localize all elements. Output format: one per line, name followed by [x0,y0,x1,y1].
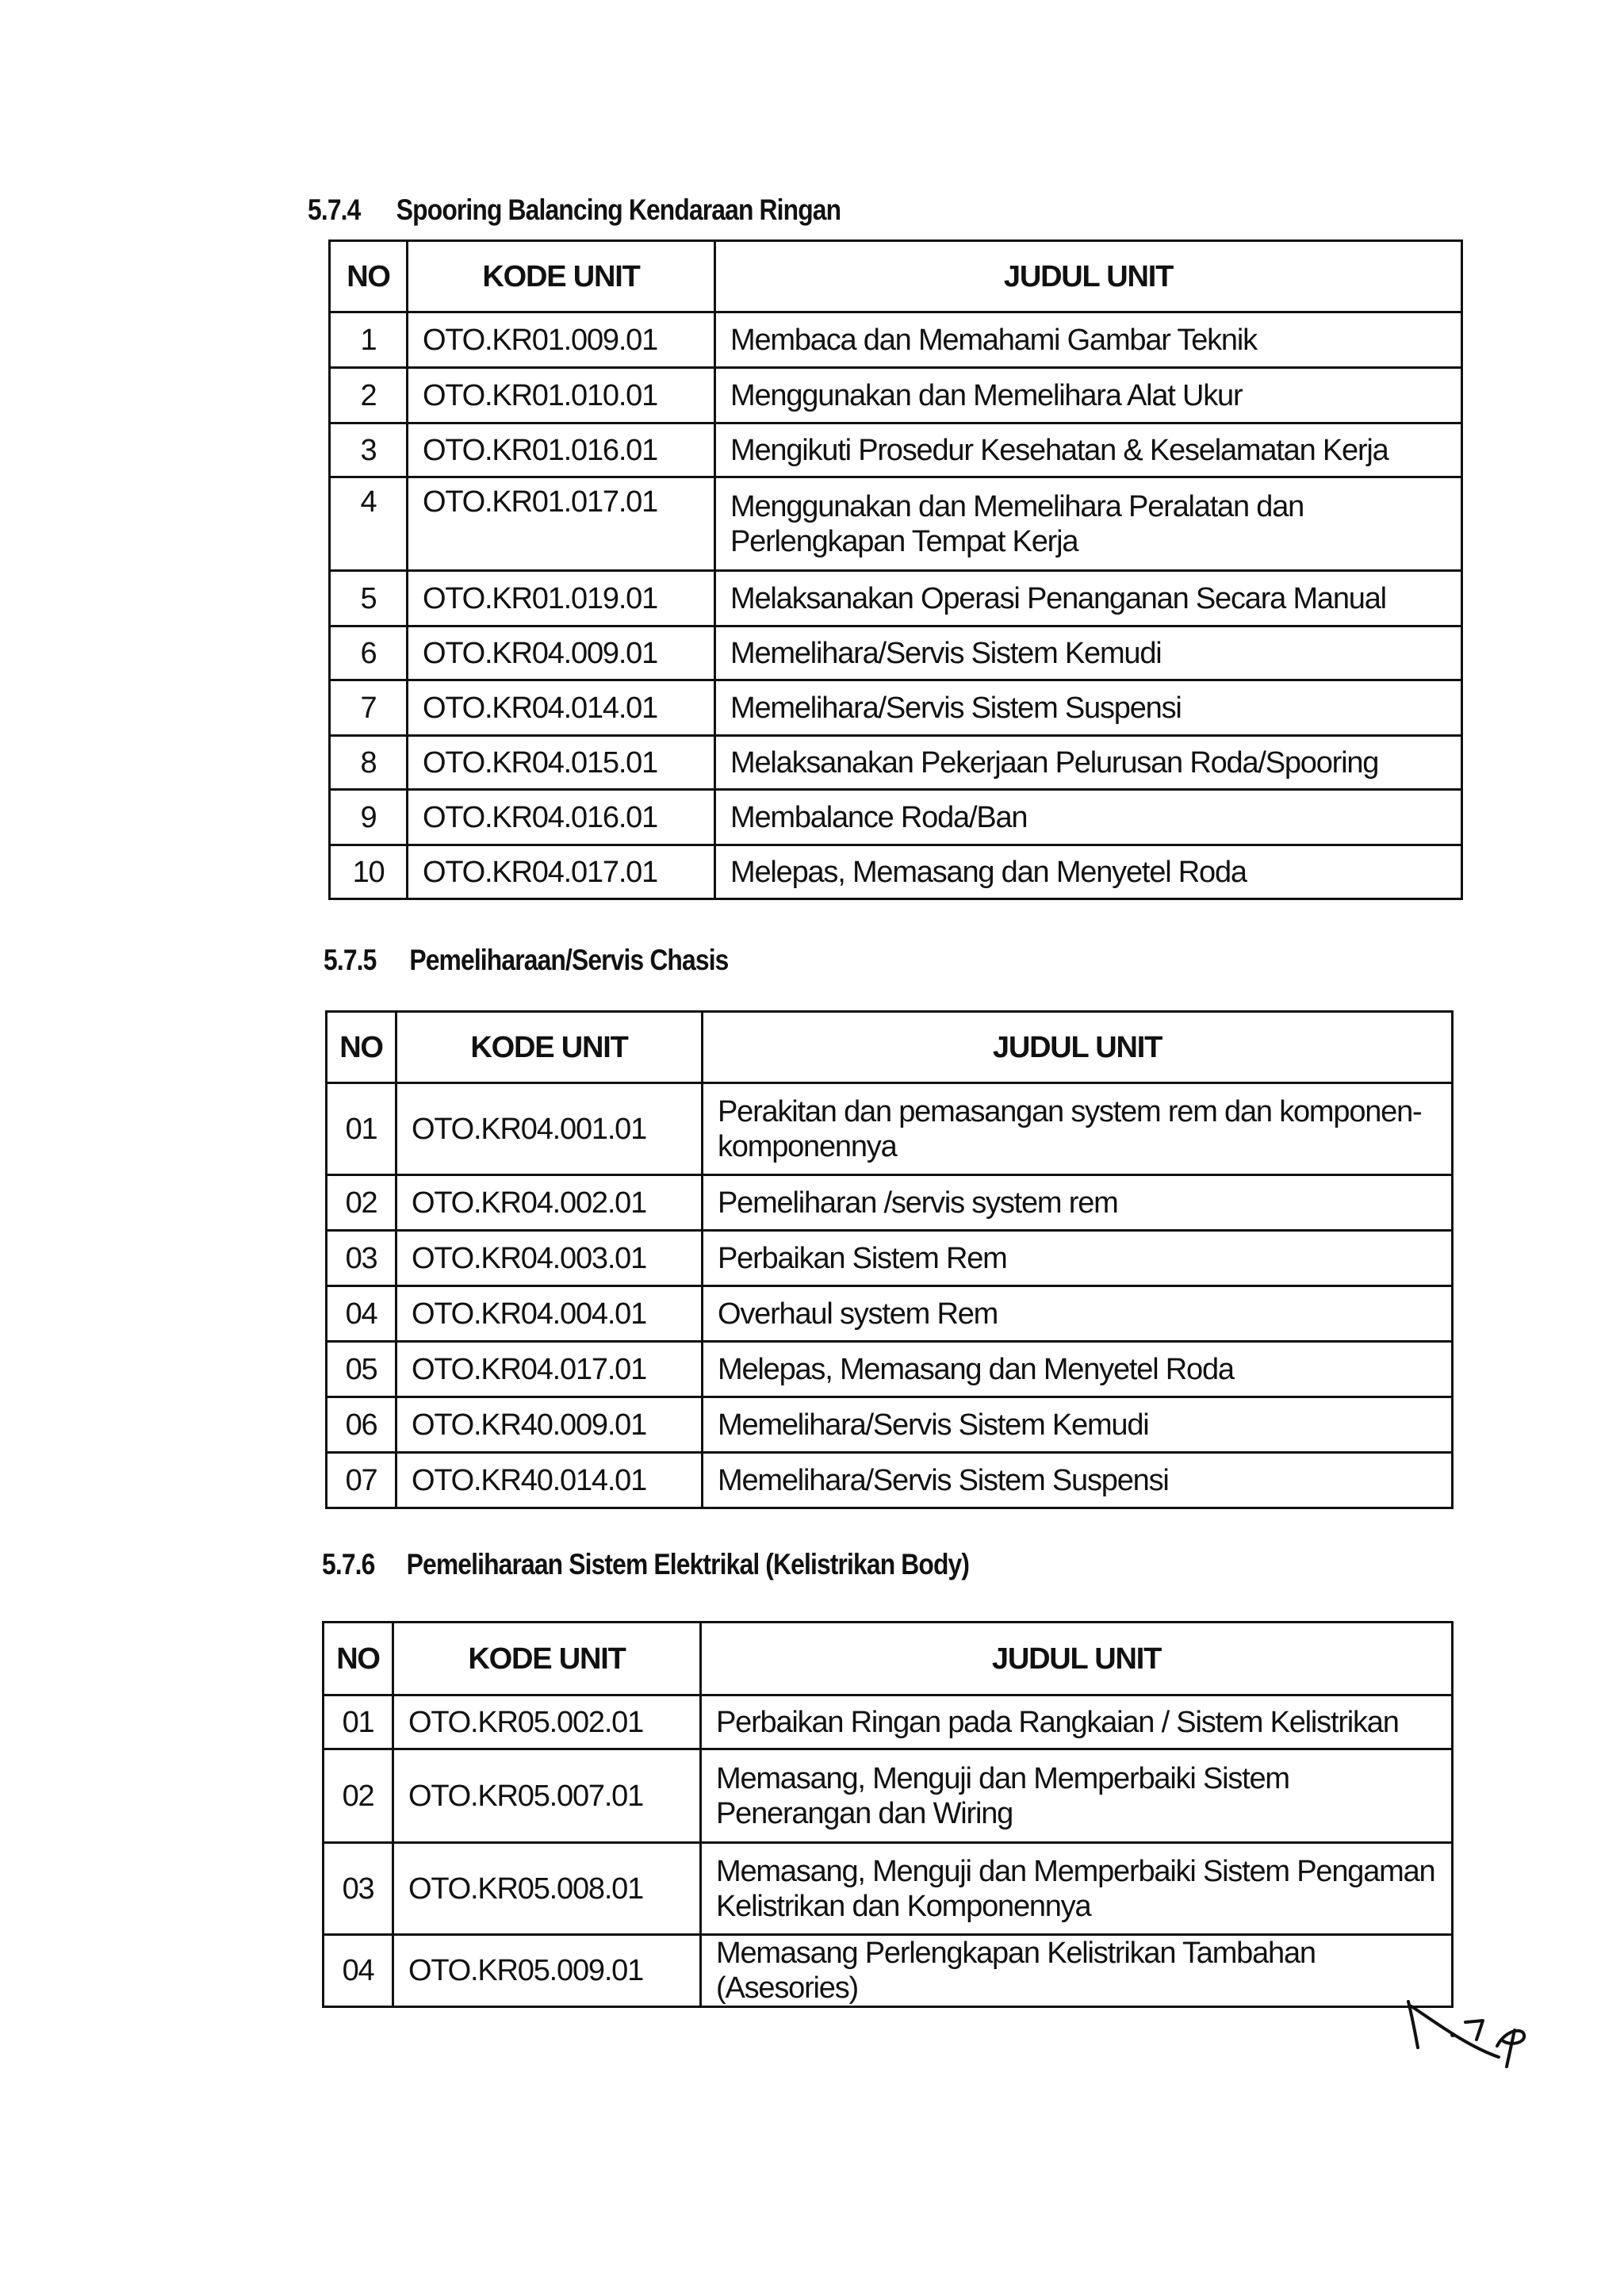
cell-judul: Memasang Perlengkapan Kelistrikan Tambahan (Asesories) [701,1935,1453,2007]
table-header-row [330,241,1462,312]
cell-judul: Memelihara/Servis Sistem Suspensi [715,680,1462,736]
table-row [330,845,1462,899]
table-row [330,571,1462,626]
units-table-5-7-5 [325,1010,1454,1509]
cell-kode: OTO.KR01.017.01 [408,477,715,571]
table-row [330,626,1462,680]
cell-judul: Overhaul system Rem [703,1286,1453,1342]
cell-no: 01 [327,1083,396,1175]
cell-judul: Memelihara/Servis Sistem Kemudi [703,1397,1453,1453]
cell-no: 3 [330,423,408,477]
cell-kode: OTO.KR04.003.01 [396,1231,703,1286]
cell-kode: OTO.KR40.009.01 [396,1397,703,1453]
cell-no: 04 [327,1286,396,1342]
table-row [330,680,1462,736]
cell-kode: OTO.KR04.015.01 [408,736,715,790]
table-row [324,1695,1453,1749]
cell-kode: OTO.KR05.002.01 [393,1695,701,1749]
cell-kode: OTO.KR04.002.01 [396,1175,703,1231]
cell-judul: Melaksanakan Operasi Penanganan Secara Manual [715,571,1462,626]
table-row [324,1843,1453,1935]
header-judul-unit: JUDUL UNIT [715,241,1462,312]
section-number: 5.7.5 [324,944,377,976]
cell-no: 1 [330,312,408,368]
cell-no: 03 [324,1843,393,1935]
section-title: Spooring Balancing Kendaraan Ringan [396,193,841,226]
table-row [327,1453,1453,1508]
cell-no: 04 [324,1935,393,2007]
cell-kode: OTO.KR04.004.01 [396,1286,703,1342]
cell-judul: Memasang, Menguji dan Memperbaiki Sistem Pengaman Kelistrikan dan Komponennya [701,1843,1453,1935]
cell-kode: OTO.KR01.019.01 [408,571,715,626]
header-kode-unit: KODE UNIT [396,1012,703,1083]
cell-judul: Perbaikan Sistem Rem [703,1231,1453,1286]
table-row [330,477,1462,571]
table-header-row [324,1623,1453,1695]
table-row [330,368,1462,423]
section-number: 5.7.4 [308,193,361,226]
cell-kode: OTO.KR05.007.01 [393,1749,701,1843]
table-row [327,1175,1453,1231]
units-table-5-7-6 [322,1621,1454,2008]
cell-kode: OTO.KR04.009.01 [408,626,715,680]
cell-no: 10 [330,845,408,899]
cell-judul: Mengikuti Prosedur Kesehatan & Keselamatan Kerja [715,423,1462,477]
cell-no: 9 [330,790,408,845]
cell-judul: Membaca dan Memahami Gambar Teknik [715,312,1462,368]
cell-judul: Perbaikan Ringan pada Rangkaian / Sistem Kelistrikan [701,1695,1453,1749]
cell-judul: Menggunakan dan Memelihara Peralatan dan Perlengkapan Tempat Kerja [715,477,1462,571]
cell-judul: Melepas, Memasang dan Menyetel Roda [703,1342,1453,1397]
cell-kode: OTO.KR04.017.01 [408,845,715,899]
cell-kode: OTO.KR01.016.01 [408,423,715,477]
table-header-row [327,1012,1453,1083]
header-kode-unit: KODE UNIT [408,241,715,312]
cell-no: 4 [330,477,408,571]
table-row [324,1749,1453,1843]
cell-no: 02 [324,1749,393,1843]
cell-kode: OTO.KR01.009.01 [408,312,715,368]
table-row [330,423,1462,477]
section-heading-5-7-6 [322,1548,969,1581]
table-row [327,1397,1453,1453]
section-heading-5-7-4 [308,193,841,227]
cell-judul: Melepas, Memasang dan Menyetel Roda [715,845,1462,899]
cell-no: 6 [330,626,408,680]
cell-judul: Memelihara/Servis Sistem Kemudi [715,626,1462,680]
cell-judul: Memelihara/Servis Sistem Suspensi [703,1453,1453,1508]
cell-judul: Pemeliharan /servis system rem [703,1175,1453,1231]
cell-no: 7 [330,680,408,736]
header-kode-unit: KODE UNIT [393,1623,701,1695]
cell-kode: OTO.KR04.017.01 [396,1342,703,1397]
cell-no: 5 [330,571,408,626]
table-row [327,1083,1453,1175]
header-no: NO [330,241,408,312]
cell-kode: OTO.KR04.001.01 [396,1083,703,1175]
units-table-5-7-4 [328,239,1463,900]
cell-judul: Perakitan dan pemasangan system rem dan komponen-komponennya [703,1083,1453,1175]
section-number: 5.7.6 [322,1548,375,1580]
cell-no: 03 [327,1231,396,1286]
header-judul-unit: JUDUL UNIT [703,1012,1453,1083]
table-row [327,1342,1453,1397]
table-row [330,790,1462,845]
cell-no: 01 [324,1695,393,1749]
section-title: Pemeliharaan Sistem Elektrikal (Kelistrikan Body) [406,1548,970,1580]
cell-no: 02 [327,1175,396,1231]
table-row [327,1286,1453,1342]
header-judul-unit: JUDUL UNIT [701,1623,1453,1695]
cell-no: 06 [327,1397,396,1453]
cell-kode: OTO.KR40.014.01 [396,1453,703,1508]
cell-no: 2 [330,368,408,423]
cell-kode: OTO.KR05.008.01 [393,1843,701,1935]
cell-no: 07 [327,1453,396,1508]
cell-kode: OTO.KR01.010.01 [408,368,715,423]
signature-icon [1404,1990,1546,2070]
table-row [330,312,1462,368]
header-no: NO [327,1012,396,1083]
cell-judul: Menggunakan dan Memelihara Alat Ukur [715,368,1462,423]
table-row [330,736,1462,790]
table-row [327,1231,1453,1286]
header-no: NO [324,1623,393,1695]
cell-no: 05 [327,1342,396,1397]
section-heading-5-7-5 [324,944,729,977]
section-title: Pemeliharaan/Servis Chasis [409,944,729,976]
cell-kode: OTO.KR05.009.01 [393,1935,701,2007]
cell-judul: Melaksanakan Pekerjaan Pelurusan Roda/Spooring [715,736,1462,790]
cell-no: 8 [330,736,408,790]
cell-judul: Membalance Roda/Ban [715,790,1462,845]
cell-kode: OTO.KR04.016.01 [408,790,715,845]
table-row [324,1935,1453,2007]
cell-judul: Memasang, Menguji dan Memperbaiki Sistem Penerangan dan Wiring [701,1749,1453,1843]
cell-kode: OTO.KR04.014.01 [408,680,715,736]
